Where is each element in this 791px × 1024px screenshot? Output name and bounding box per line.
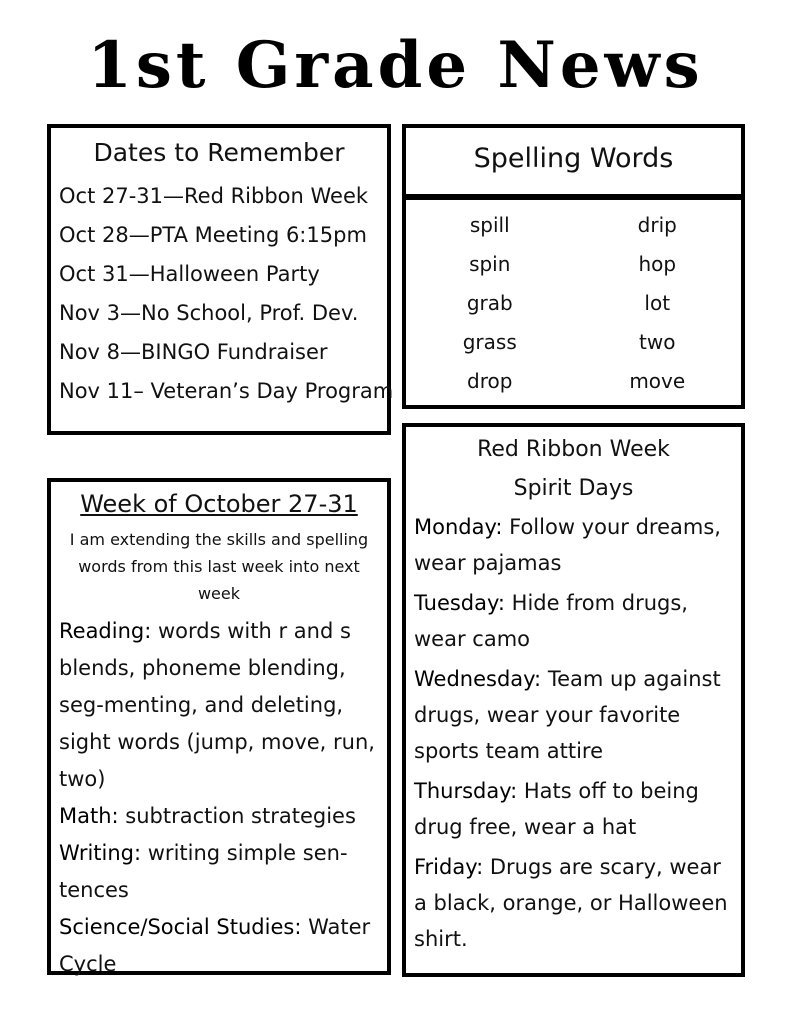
spelling-word: drop xyxy=(467,369,513,393)
week-box xyxy=(47,478,391,975)
science-paragraph xyxy=(59,909,379,983)
spelling-word: lot xyxy=(644,291,671,315)
spirit-day-label: Wednesday: xyxy=(414,667,542,691)
spirit-day-item xyxy=(414,773,735,845)
spirit-days-list xyxy=(414,509,735,957)
spirit-day-text: Hats off to being drug free, wear a hat xyxy=(414,779,699,839)
spelling-word-grid xyxy=(406,206,741,401)
spelling-word: hop xyxy=(638,252,677,276)
spirit-day-label: Thursday: xyxy=(414,779,518,803)
spelling-word: spin xyxy=(469,252,511,276)
red-ribbon-box xyxy=(402,423,745,977)
spirit-day-text: Drugs are scary, wear a black, orange, or Halloween shirt. xyxy=(414,855,728,951)
spirit-day-text: Follow your dreams, wear pajamas xyxy=(414,515,721,575)
spelling-word: move xyxy=(629,369,686,393)
spelling-word: grass xyxy=(462,330,517,354)
spirit-day-text: Hide from drugs, wear camo xyxy=(414,591,688,651)
dates-list xyxy=(59,177,394,411)
spirit-days-heading: Spirit Days xyxy=(513,476,634,501)
math-text: subtraction strategies xyxy=(118,804,356,828)
spelling-words-box xyxy=(402,196,745,409)
red-ribbon-heading: Red Ribbon Week xyxy=(477,437,670,462)
dates-box xyxy=(47,124,394,435)
dates-heading: Dates to Remember xyxy=(93,138,345,167)
week-intro: I am extending the skills and spelling words from this last week into next week xyxy=(69,530,369,603)
writing-text: writing simple sen-tences xyxy=(59,841,348,902)
spirit-day-label: Friday: xyxy=(414,855,484,879)
spelling-word: two xyxy=(639,330,676,354)
newsletter-title: 1st Grade News xyxy=(87,28,704,103)
spelling-word: grab xyxy=(466,291,513,315)
spirit-day-text: Team up against drugs, wear your favorite sports team attire xyxy=(414,667,721,763)
spelling-heading-box xyxy=(402,124,745,198)
week-heading: Week of October 27-31 xyxy=(80,490,358,518)
spelling-word: spill xyxy=(469,213,510,237)
spelling-heading: Spelling Words xyxy=(473,143,674,174)
science-label: Science/Social Studies: xyxy=(59,915,302,939)
spirit-day-label: Tuesday: xyxy=(414,591,505,615)
date-item: Nov 8—BINGO Fundraiser xyxy=(59,340,328,364)
spirit-day-item xyxy=(414,661,735,769)
spirit-day-item xyxy=(414,849,735,957)
reading-label: Reading: xyxy=(59,619,152,643)
writing-paragraph xyxy=(59,835,379,909)
date-item: Oct 31—Halloween Party xyxy=(59,262,320,286)
spelling-word: drip xyxy=(637,213,677,237)
date-item: Nov 11– Veteran’s Day Program xyxy=(59,379,394,403)
reading-paragraph xyxy=(59,613,379,798)
writing-label: Writing: xyxy=(59,841,142,865)
date-item: Oct 27-31—Red Ribbon Week xyxy=(59,184,369,208)
math-paragraph xyxy=(59,798,379,835)
week-subjects xyxy=(59,613,379,983)
spirit-day-label: Monday: xyxy=(414,515,503,539)
date-item: Oct 28—PTA Meeting 6:15pm xyxy=(59,223,367,247)
date-item: Nov 3—No School, Prof. Dev. xyxy=(59,301,359,325)
spirit-day-item xyxy=(414,585,735,657)
science-text: Water Cycle xyxy=(59,915,371,976)
spirit-day-item xyxy=(414,509,735,581)
math-label: Math: xyxy=(59,804,119,828)
reading-text: words with r and s blends, phoneme blending, seg-menting, and deleting, sight words (jump, move, run, two) xyxy=(59,619,375,791)
